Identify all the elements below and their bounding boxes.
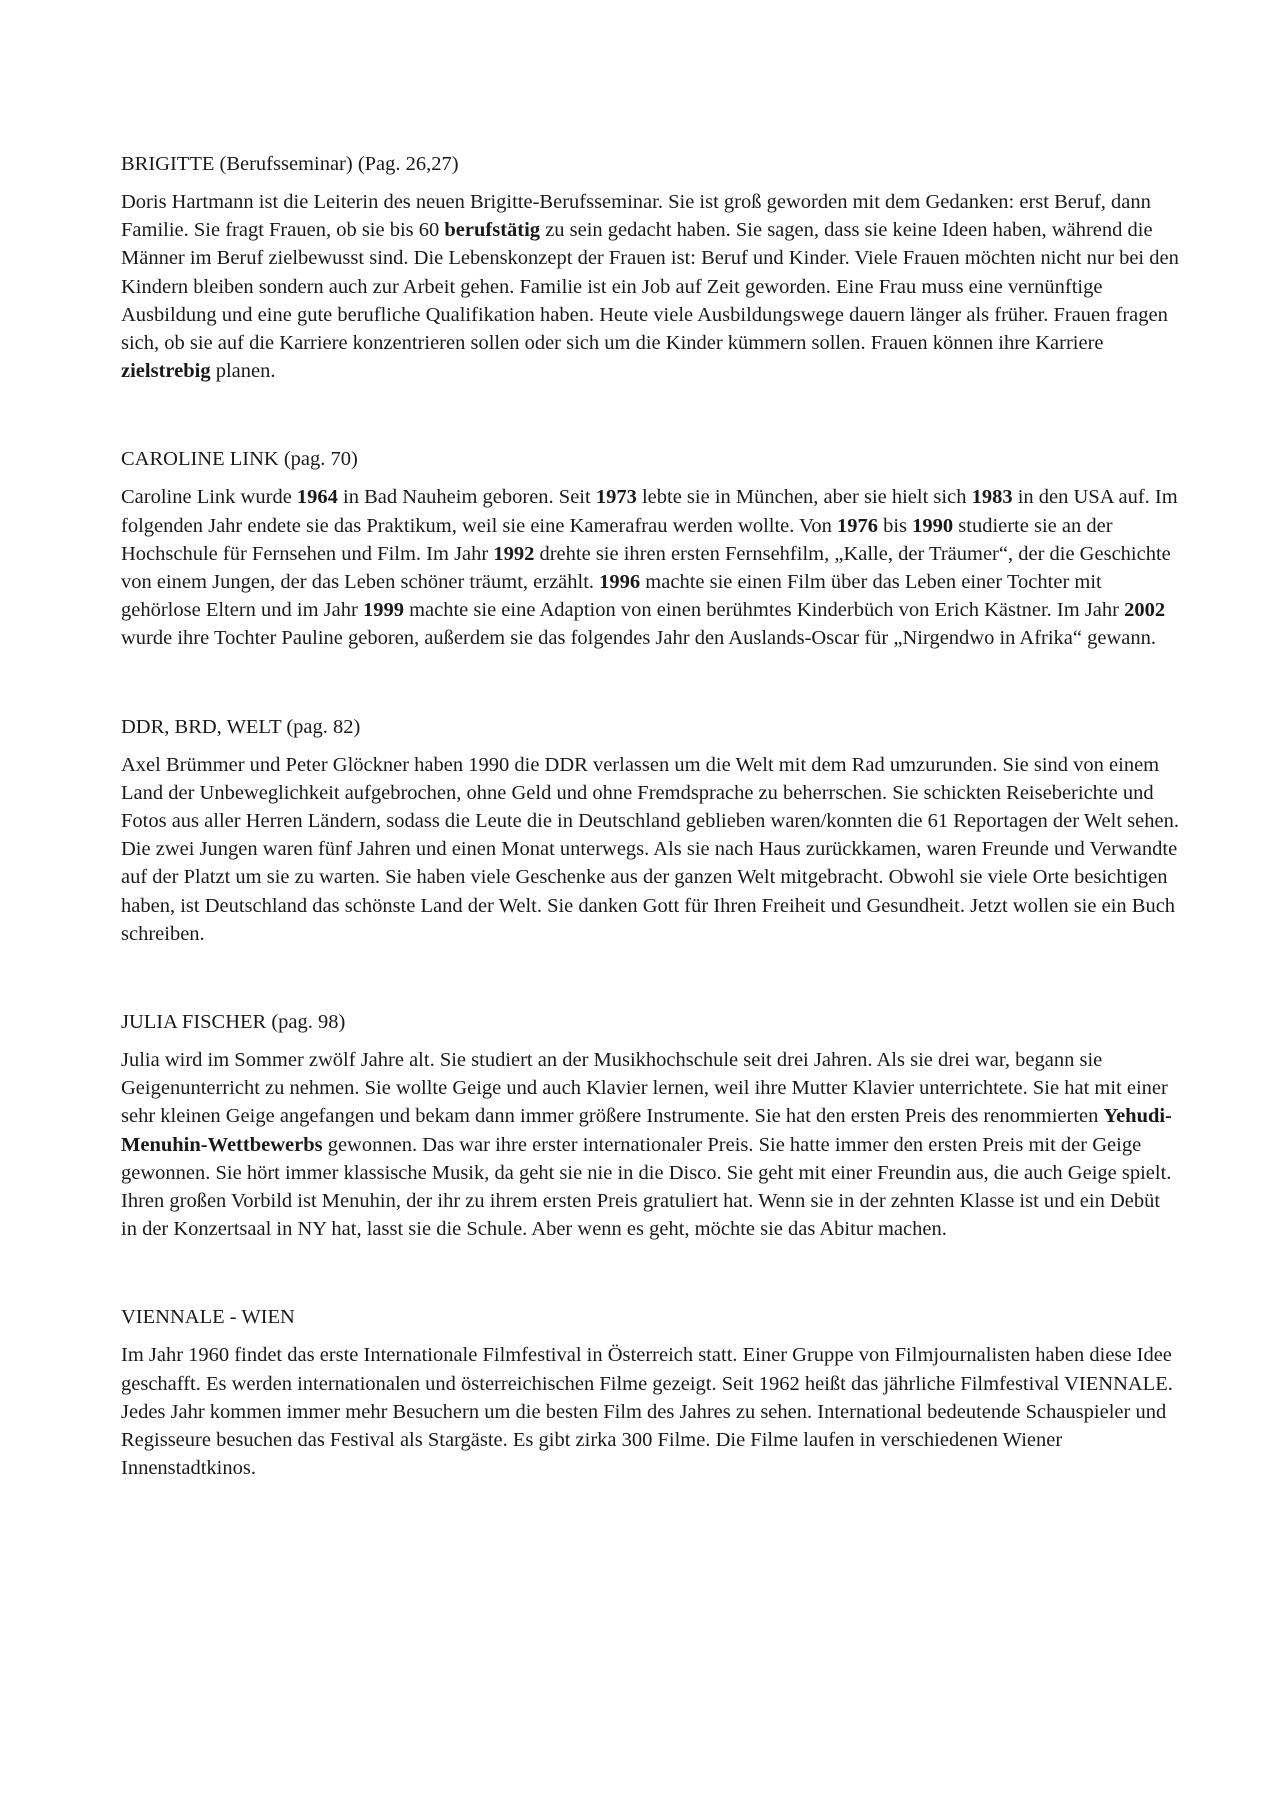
bold-year: 1992: [493, 542, 535, 565]
section-paragraph: [121, 1046, 1181, 1243]
section-paragraph: [121, 483, 1181, 652]
bold-year: 1973: [595, 486, 637, 509]
section-heading: VIENNALE - WIEN: [121, 1306, 295, 1329]
section-julia-fischer: [121, 1008, 1181, 1243]
text-run: in Bad Nauheim geboren. Seit: [337, 486, 596, 509]
section-heading: DDR, BRD, WELT (pag. 82): [121, 715, 361, 738]
section-viennale: [121, 1303, 1181, 1482]
text-run: Caroline Link wurde: [121, 486, 297, 509]
text-run: planen.: [210, 360, 276, 383]
section-paragraph: [121, 1341, 1181, 1482]
text-run: gewonnen. Das war ihre erster internationaler Preis. Sie hatte immer den ersten Preis mit der Geige gewonnen. Sie hört immer klassische Musik, da geht sie nie in die Disco. Sie geht mit einer Freundin aus, die auch Geige spielt. Ihren großen Vorbild ist Menuhin, der ihr zu ihrem ersten Preis gratuliert hat. Wenn sie in der zehnten Klasse ist und ein Debüt in der Konzertsaal in NY hat, lasst sie die Schule. Aber wenn es geht, möchte sie das Abitur machen.: [121, 1133, 1172, 1241]
text-run: in den USA auf. Im folgenden Jahr endete sie das Praktikum, weil sie eine Kamerafrau werden wollte. Von: [121, 486, 1178, 537]
section-paragraph: [121, 751, 1181, 948]
text-run: Axel Brümmer und Peter Glöckner haben 1990 die DDR verlassen um die Welt mit dem Rad umzurunden. Sie sind von einem Land der Unbeweglichkeit aufgebrochen, ohne Geld und ohne Fremdsprache zu beherrschen. Sie schickten Reiseberichte und Fotos aus aller Herren Ländern, sodass die Leute die in Deutschland geblieben waren/konnten die 61 Reportagen der Welt sehen. Die zwei Jungen waren fünf Jahren und einen Monat unterwegs. Als sie nach Haus zurückkamen, waren Freunde und Verwandte auf der Platzt um sie zu warten. Sie haben viele Geschenke aus der ganzen Welt mitgebracht. Obwohl sie viele Orte besichtigen haben, ist Deutschland das schönste Land der Welt. Sie danken Gott für Ihren Freiheit und Gesundheit. Jetzt wollen sie ein Buch schreiben.: [121, 753, 1179, 945]
bold-year: 2002: [1124, 599, 1166, 622]
bold-year: 1983: [971, 486, 1013, 509]
bold-year: 1964: [296, 486, 338, 509]
section-ddr-brd-welt: [121, 713, 1181, 948]
text-run: machte sie einen Film über das Leben einer Tochter mit gehörlose Eltern und im Jahr: [121, 571, 1102, 622]
section-heading: BRIGITTE (Berufsseminar) (Pag. 26,27): [121, 153, 459, 175]
text-run: drehte sie ihren ersten Fernsehfilm, „Kalle, der Träumer“, der die Geschichte von einem Jungen, der das Leben schöner träumt, erzählt.: [121, 542, 1171, 594]
text-run: Im Jahr 1960 findet das erste Internationale Filmfestival in Österreich statt. Einer Gruppe von Filmjournalisten haben diese Idee geschafft. Es werden internationalen und österreichischen Filme gezeigt. Seit 1962 heißt das jährliche Filmfestival VIENNALE. Jedes Jahr kommen immer mehr Besuchern um die besten Film des Jahres zu sehen. International bedeutende Schauspieler und Regisseure besuchen das Festival als Stargäste. Es gibt zirka 300 Filme. Die Filme laufen in verschiedenen Wiener Innenstadtkinos.: [121, 1344, 1173, 1480]
section-heading: CAROLINE LINK (pag. 70): [121, 448, 358, 471]
bold-term: Yehudi-Menuhin-Wettbewerbs: [121, 1105, 1172, 1156]
bold-year: 1990: [912, 514, 954, 537]
bold-year: 1999: [362, 599, 404, 622]
text-run: studierte sie an der Hochschule für Fernsehen und Film. Im Jahr: [121, 514, 1113, 565]
section-heading: JULIA FISCHER (pag. 98): [121, 1011, 346, 1034]
section-paragraph: [121, 188, 1181, 385]
bold-term: berufstätig: [444, 219, 541, 242]
section-caroline-link: [121, 445, 1181, 652]
bold-year: 1996: [599, 571, 641, 594]
bold-term: zielstrebig: [121, 360, 211, 383]
text-run: bis: [877, 514, 913, 537]
text-run: machte sie eine Adaption von einen berühmtes Kinderbüch von Erich Kästner. Im Jahr: [403, 599, 1125, 622]
section-brigitte: [121, 150, 1181, 385]
document-page: [121, 150, 1181, 1483]
text-run: lebte sie in München, aber sie hielt sich: [636, 486, 972, 509]
text-run: Doris Hartmann ist die Leiterin des neuen Brigitte-Berufsseminar. Sie ist groß geworden mit dem Gedanken: erst Beruf, dann Familie. Sie fragt Frauen, ob sie bis 60: [121, 191, 1151, 242]
text-run: wurde ihre Tochter Pauline geboren, außerdem sie das folgendes Jahr den Auslands-Oscar für „Nirgendwo in Afrika“ gewann.: [121, 627, 1157, 650]
bold-year: 1976: [836, 514, 878, 537]
text-run: Julia wird im Sommer zwölf Jahre alt. Sie studiert an der Musikhochschule seit drei Jahren. Als sie drei war, begann sie Geigenunterricht zu nehmen. Sie wollte Geige und auch Klavier lernen, weil ihre Mutter Klavier unterrichtete. Sie hat mit einer sehr kleinen Geige angefangen und bekam dann immer größere Instrumente. Sie hat den ersten Preis des renommierten: [121, 1049, 1168, 1128]
text-run: zu sein gedacht haben. Sie sagen, dass sie keine Ideen haben, während die Männer im Beruf zielbewusst sind. Die Lebenskonzept der Frauen ist: Beruf und Kinder. Viele Frauen möchten nicht nur bei den Kindern bleiben sondern auch zur Arbeit gehen. Familie ist ein Job auf Zeit geworden. Eine Frau muss eine vernünftige Ausbildung und eine gute berufliche Qualifikation haben. Heute viele Ausbildungswege dauern länger als früher. Frauen fragen sich, ob sie auf die Karriere konzentrieren sollen oder sich um die Kinder kümmern sollen. Frauen können ihre Karriere: [121, 219, 1179, 355]
